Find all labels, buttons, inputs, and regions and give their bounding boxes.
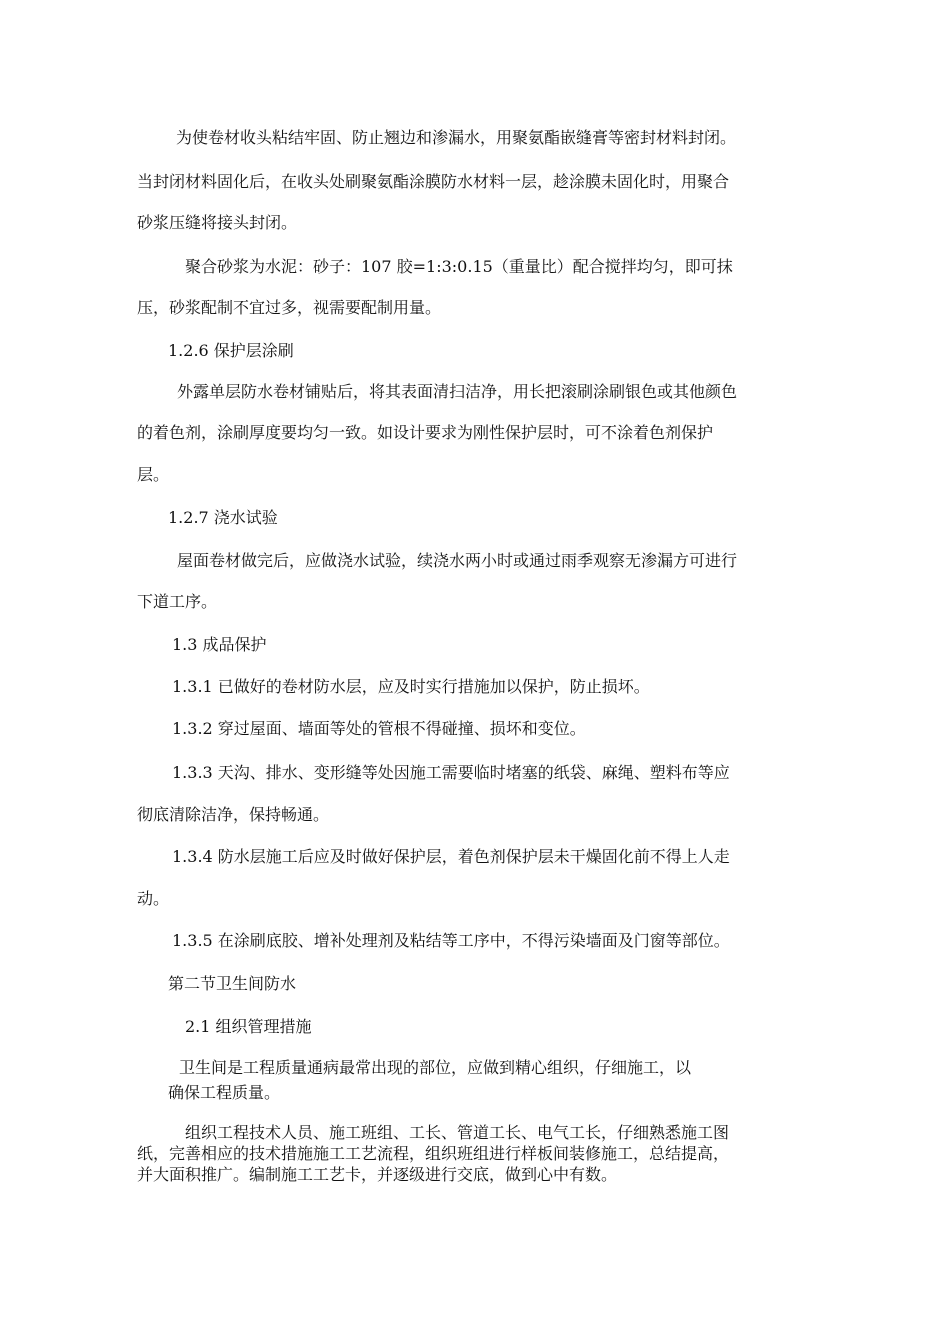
text-line: 纸，完善相应的技术措施施工工艺流程，组织班组进行样板间装修施工，总结提高， xyxy=(137,1144,730,1163)
section-heading: 2.1 组织管理措施 xyxy=(185,1017,312,1036)
section-heading: 1.2.7 浇水试验 xyxy=(168,508,278,527)
list-item: 1.3.3 天沟、排水、变形缝等处因施工需要临时堵塞的纸袋、麻绳、塑料布等应 xyxy=(172,763,730,782)
section-heading: 1.3 成品保护 xyxy=(172,635,267,654)
text-line: 压，砂浆配制不宜过多，视需要配制用量。 xyxy=(137,298,442,317)
text-line: 下道工序。 xyxy=(137,592,218,611)
text-line: 卫生间是工程质量通病最常出现的部位，应做到精心组织，仔细施工，以 xyxy=(179,1058,692,1077)
text-line: 层。 xyxy=(137,465,170,484)
section-heading: 1.2.6 保护层涂刷 xyxy=(168,341,294,360)
text-line: 确保工程质量。 xyxy=(168,1083,281,1102)
list-item: 1.3.4 防水层施工后应及时做好保护层，着色剂保护层未干燥固化前不得上人走 xyxy=(172,847,730,866)
text-line: 外露单层防水卷材铺贴后，将其表面清扫洁净，用长把滚刷涂刷银色或其他颜色 xyxy=(177,382,738,401)
text-line: 为使卷材收头粘结牢固、防止翘边和渗漏水，用聚氨酯嵌缝膏等密封材料封闭。 xyxy=(176,128,737,147)
chapter-heading: 第二节卫生间防水 xyxy=(168,974,297,993)
list-item: 1.3.1 已做好的卷材防水层，应及时实行措施加以保护，防止损坏。 xyxy=(172,677,650,696)
text-line: 彻底清除洁净，保持畅通。 xyxy=(137,805,330,824)
list-item: 1.3.5 在涂刷底胶、增补处理剂及粘结等工序中，不得污染墙面及门窗等部位。 xyxy=(172,931,730,950)
text-line: 组织工程技术人员、施工班组、工长、管道工长、电气工长，仔细熟悉施工图 xyxy=(185,1123,730,1142)
text-line: 动。 xyxy=(137,889,170,908)
text-line: 屋面卷材做完后，应做浇水试验，续浇水两小时或通过雨季观察无渗漏方可进行 xyxy=(177,551,738,570)
text-line: 的着色剂，涂刷厚度要均匀一致。如设计要求为刚性保护层时，可不涂着色剂保护 xyxy=(137,423,714,442)
list-item: 1.3.2 穿过屋面、墙面等处的管根不得碰撞、损坏和变位。 xyxy=(172,719,586,738)
text-line: 砂浆压缝将接头封闭。 xyxy=(137,213,298,232)
text-line: 当封闭材料固化后，在收头处刷聚氨酯涂膜防水材料一层，趁涂膜未固化时，用聚合 xyxy=(137,172,730,191)
text-line: 并大面积推广。编制施工工艺卡，并逐级进行交底，做到心中有数。 xyxy=(137,1165,618,1184)
text-line: 聚合砂浆为水泥：砂子：107 胶=1:3:0.15（重量比）配合搅拌均匀，即可抹 xyxy=(185,257,733,276)
